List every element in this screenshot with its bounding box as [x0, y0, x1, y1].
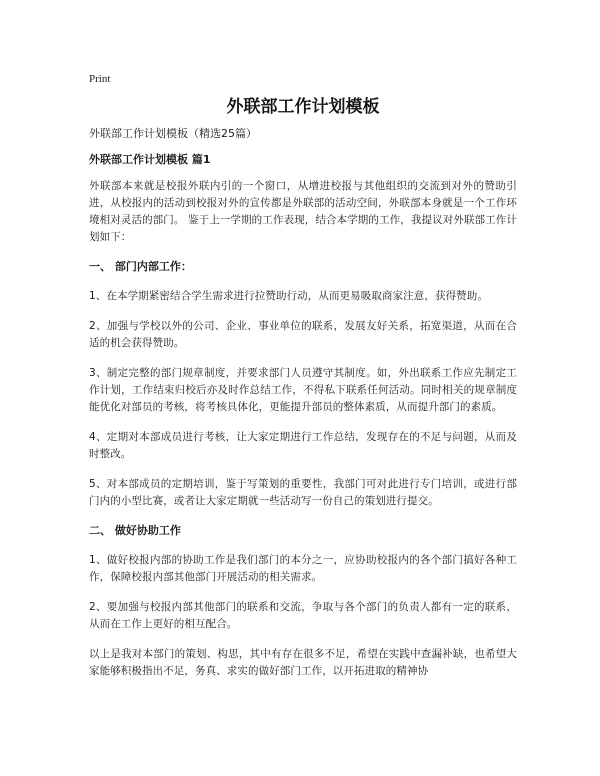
list-item: 2、要加强与校报内部其他部门的联系和交流，争取与各个部门的负责人都有一定的联系，从而在工作上更好的相互配合。	[89, 601, 517, 630]
list-item: 5、对本部成员的定期培训，鉴于写策划的重要性，我部门可对此进行专门培训，或进行部门内的小型比赛，或者让大家定期就一些活动写一份自己的策划进行提交。	[89, 478, 517, 507]
list-item: 2、加强与学校以外的公司、企业、事业单位的联系，发展友好关系，拓宽渠道，从而在合适的机会获得赞助。	[89, 320, 517, 349]
list-item: 1、在本学期紧密结合学生需求进行拉赞助行动，从而更易吸取商家注意，获得赞助。	[89, 290, 488, 302]
document-body	[89, 72, 517, 693]
page-title: 外联部工作计划模板	[226, 97, 380, 117]
section-heading-internal-work: 一、 部门内部工作：	[89, 260, 192, 273]
list-item: 3、制定完整的部门规章制度，并要求部门人员遵守其制度。如，外出联系工作应先制定工作计划，工作结束归校后亦及时作总结工作，不得私下联系任何活动。同时相关的规章制度能优化对部员的考核，将考核具体化，更能提升部员的整体素质，从而提升部门的素质。	[89, 367, 517, 413]
list-item: 1、做好校报内部的协助工作是我们部门的本分之一，应协助校报内的各个部门搞好各种工作，保障校报内部其他部门开展活动的相关需求。	[89, 554, 517, 583]
list-item: 4、定期对本部成员进行考核，让大家定期进行工作总结，发现存在的不足与问题，从而及时整改。	[89, 431, 517, 460]
closing-paragraph: 以上是我对本部门的策划、构思，其中有存在很多不足，希望在实践中查漏补缺，也希望大家能够积极指出不足，务真、求实的做好部门工作，以开拓进取的精神协	[89, 648, 517, 677]
print-label[interactable]: Print	[89, 73, 111, 85]
part-heading: 外联部工作计划模板 篇1	[89, 153, 211, 166]
document-subtitle: 外联部工作计划模板（精选25篇）	[89, 127, 257, 140]
intro-paragraph: 外联部本来就是校报外联内引的一个窗口，从增进校报与其他组织的交流到对外的赞助引进，从校报内的活动到校报对外的宣传都是外联部的活动空间，外联部本身就是一个工作环境相对灵活的部门。 鉴于上一学期的工作表现，结合本学期的工作，我提议对外联部工作计划如下：	[89, 180, 517, 243]
section-heading-assist-work: 二、 做好协助工作	[89, 524, 181, 537]
